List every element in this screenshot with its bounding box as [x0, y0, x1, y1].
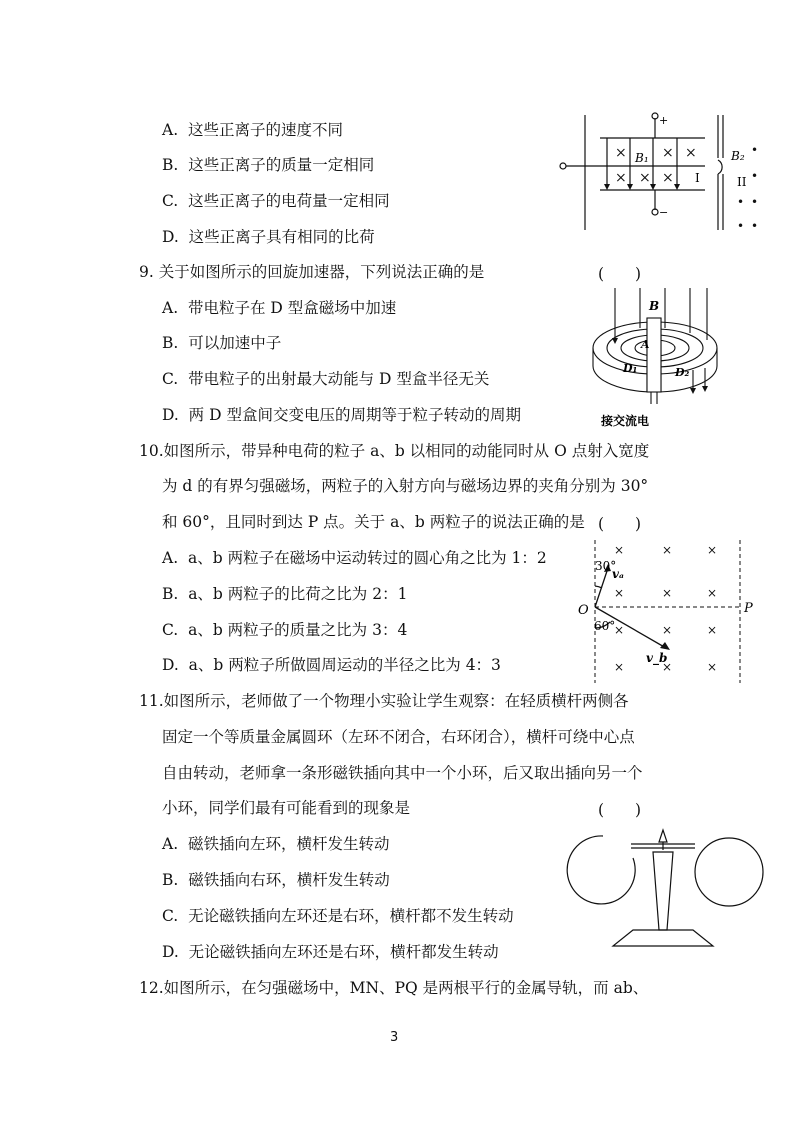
svg-text:×: × [685, 145, 697, 161]
svg-text:×: × [614, 586, 625, 600]
q10-stem-line-2: 为 d 的有界匀强磁场，两粒子的入射方向与磁场边界的夹角分别为 30° [162, 477, 649, 495]
q12-stem: 12.如图所示，在匀强磁场中，MN、PQ 是两根平行的金属导轨，而 ab、 [139, 979, 649, 997]
b2-label: B₂ [731, 149, 745, 163]
svg-text:×: × [615, 145, 627, 161]
q11-option-d: D. 无论磁铁插向左环还是右环，横杆都发生转动 [162, 943, 499, 961]
svg-text:×: × [707, 660, 718, 674]
va-label: vₐ [612, 567, 624, 581]
q11-figure [555, 828, 770, 953]
svg-text:×: × [615, 170, 627, 186]
angle-60-label: 60° [594, 619, 616, 633]
q8-option-d: D. 这些正离子具有相同的比荷 [162, 228, 375, 246]
q11-option-b: B. 磁铁插向右环，横杆发生转动 [162, 871, 390, 889]
caption-ac-power: 接交流电 [601, 414, 650, 428]
region-2-label: II [737, 175, 747, 189]
point-p-label: P [744, 601, 753, 616]
svg-text:•: • [737, 219, 745, 233]
right-ring-closed [695, 838, 763, 906]
q9-option-a: A. 带电粒子在 D 型盒磁场中加速 [162, 299, 397, 317]
svg-text:•: • [751, 143, 759, 157]
svg-text:×: × [614, 623, 625, 637]
q10-answer-paren: ( ) [598, 515, 642, 533]
svg-text:×: × [662, 660, 673, 674]
q8-figure [555, 110, 765, 240]
d1-label: D₁ [623, 362, 638, 375]
q10-option-c: C. a、b 两粒子的质量之比为 3：4 [162, 621, 408, 639]
q9-option-c: C. 带电粒子的出射最大动能与 D 型盒半径无关 [162, 370, 490, 388]
q11-answer-paren: ( ) [598, 801, 642, 819]
svg-text:×: × [639, 170, 651, 186]
region-1-label: I [695, 171, 700, 185]
q8-option-b: B. 这些正离子的质量一定相同 [162, 156, 375, 174]
svg-text:×: × [707, 543, 718, 557]
svg-text:×: × [662, 543, 673, 557]
q11-stem-line-3: 自由转动，老师拿一条形磁铁插向其中一个小环，后又取出插向另一个 [162, 764, 643, 782]
q11-stem-line-1: 11.如图所示，老师做了一个物理小实验让学生观察：在轻质横杆两侧各 [139, 692, 629, 710]
svg-text:×: × [662, 145, 674, 161]
svg-text:×: × [662, 623, 673, 637]
q11-stem-line-4: 小环，同学们最有可能看到的现象是 [162, 799, 411, 817]
svg-text:×: × [662, 586, 673, 600]
q10-figure [570, 538, 770, 688]
q10-stem-line-1: 10.如图所示，带异种电荷的粒子 a、b 以相同的动能同时从 O 点射入宽度 [139, 442, 650, 460]
svg-text:×: × [614, 543, 625, 557]
q10-option-a: A. a、b 两粒子在磁场中运动转过的圆心角之比为 1：2 [162, 549, 547, 567]
svg-text:×: × [662, 170, 674, 186]
svg-text:•: • [751, 219, 759, 233]
left-ring-open [567, 836, 635, 904]
svg-text:×: × [614, 660, 625, 674]
minus-label: − [659, 206, 669, 219]
b1-label: B₁ [635, 151, 649, 165]
q11-option-c: C. 无论磁铁插向左环还是右环，横杆都不发生转动 [162, 907, 514, 925]
page-number: 3 [390, 1030, 399, 1045]
point-o-label: O [578, 603, 589, 618]
q10-option-b: B. a、b 两粒子的比荷之比为 2：1 [162, 585, 408, 603]
svg-text:•: • [751, 195, 759, 209]
q8-option-a: A. 这些正离子的速度不同 [162, 121, 343, 139]
d2-label: D₂ [675, 366, 690, 379]
svg-text:×: × [707, 623, 718, 637]
angle-30-label: 30° [595, 559, 617, 573]
q10-stem-line-3: 和 60°，且同时到达 P 点。关于 a、b 两粒子的说法正确的是 [162, 513, 585, 531]
plus-label: + [659, 114, 669, 127]
q9-stem: 9. 关于如图所示的回旋加速器，下列说法正确的是 [139, 263, 485, 281]
q9-figure [585, 288, 735, 428]
svg-text:•: • [737, 195, 745, 209]
q11-option-a: A. 磁铁插向左环，横杆发生转动 [162, 835, 390, 853]
b-label: B [649, 299, 660, 313]
q9-answer-paren: ( ) [598, 265, 642, 283]
vb-label: v_b [646, 651, 668, 665]
q8-option-c: C. 这些正离子的电荷量一定相同 [162, 192, 390, 210]
svg-text:•: • [751, 169, 759, 183]
a-label: A [641, 338, 650, 351]
svg-text:×: × [707, 586, 718, 600]
q9-option-b: B. 可以加速中子 [162, 334, 282, 352]
q10-option-d: D. a、b 两粒子所做圆周运动的半径之比为 4：3 [162, 656, 501, 674]
q9-option-d: D. 两 D 型盒间交变电压的周期等于粒子转动的周期 [162, 406, 521, 424]
q11-stem-line-2: 固定一个等质量金属圆环（左环不闭合，右环闭合），横杆可绕中心点 [162, 728, 635, 746]
